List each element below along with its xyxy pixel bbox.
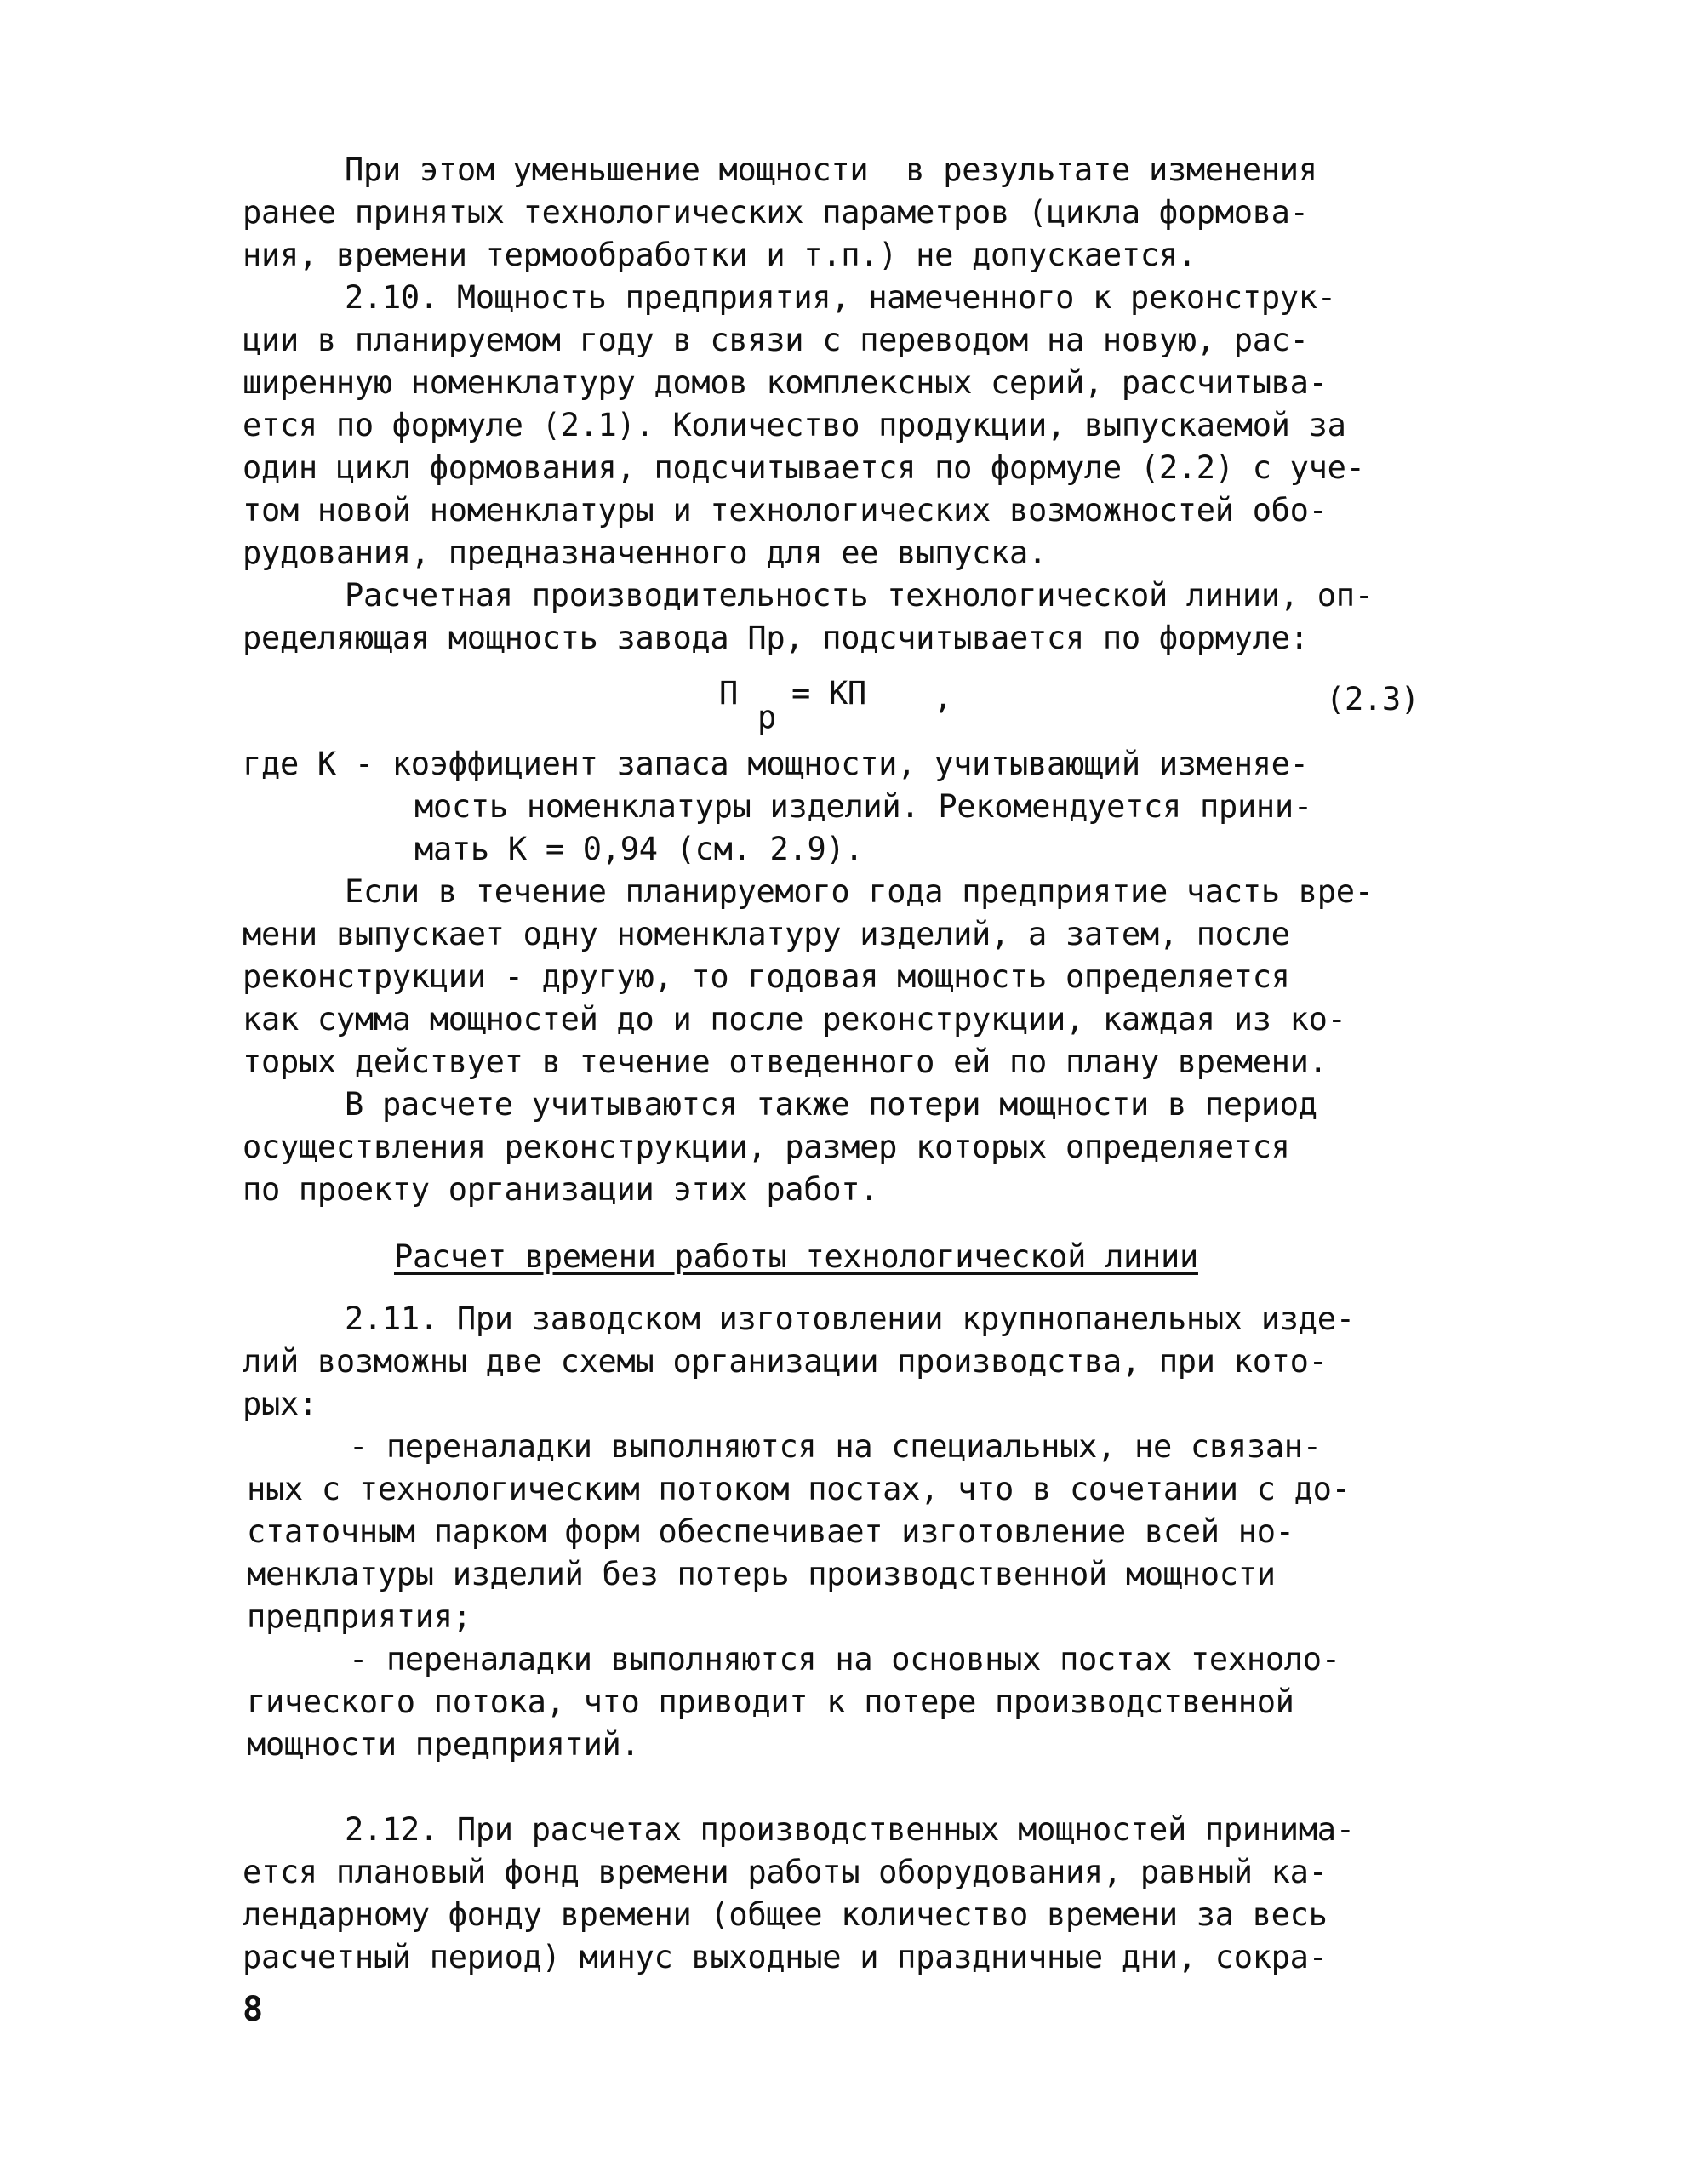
text-line: по проекту организации этих работ. [243,1171,879,1208]
text-line: При этом уменьшение мощности в результате изменения [345,151,1317,188]
formula-comma: , [934,679,952,716]
text-line: 2.10. Мощность предприятия, намеченного к реконструк- [345,279,1336,316]
list-item: - переналадки выполняются на специальных, не связан- [349,1428,1322,1465]
text-line: реконструкции - другую, то годовая мощность определяется [243,958,1290,995]
text-line: В расчете учитываются также потери мощности в период [345,1086,1317,1123]
text-line: ется по формуле (2.1). Количество продукции, выпускаемой за [243,407,1346,443]
text-line: мость номенклатуры изделий. Рекомендуется прини- [414,788,1312,825]
formula-subscript: р [757,699,777,735]
text-line: Если в течение планируемого года предприятие часть вре- [345,873,1374,910]
text-line: том новой номенклатуры и технологических возможностей обо- [243,492,1328,529]
text-line: предприятия; [247,1598,471,1635]
text-line: ных с технологическим потоком постах, что в сочетании с до- [247,1471,1351,1507]
section-heading: Расчет времени работы технологической линии [394,1238,1198,1275]
text-line: рудования, предназначенного для ее выпуска. [243,535,1047,571]
text-line: ется плановый фонд времени работы оборудования, равный ка- [243,1854,1328,1890]
text-line: лий возможны две схемы организации производства, при кото- [243,1343,1328,1380]
text-line: мать К = 0,94 (см. 2.9). [414,831,864,867]
text-line: мощности предприятий. [247,1726,640,1763]
text-line: 2.11. При заводском изготовлении крупнопанельных изде- [345,1301,1355,1337]
page-number: 8 [243,1990,264,2029]
text-line: осуществления реконструкции, размер которых определяется [243,1129,1290,1165]
text-line: менклатуры изделий без потерь производственной мощности [247,1556,1276,1592]
text-line: торых действует в течение отведенного ей по плану времени. [243,1043,1328,1080]
formula-rhs: = КП [791,675,866,712]
list-item: - переналадки выполняются на основных постах техноло- [349,1641,1340,1678]
text-line: расчетный период) минус выходные и праздничные дни, сокра- [243,1939,1328,1975]
formula-lhs: П [719,675,738,712]
text-line: гического потока, что приводит к потере производственной [247,1684,1294,1720]
text-line: лендарному фонду времени (общее количество времени за весь [243,1896,1328,1933]
text-line: ранее принятых технологических параметров (цикла формова- [243,194,1309,231]
text-line: где К - коэффициент запаса мощности, учитывающий изменяе- [243,746,1309,782]
text-line: ширенную номенклатуру домов комплексных серий, рассчитыва- [243,364,1328,401]
text-line: мени выпускает одну номенклатуру изделий, а затем, после [243,916,1290,952]
text-line: рых: [243,1386,317,1422]
text-line: ределяющая мощность завода Пр, подсчитывается по формуле: [243,620,1309,656]
formula-number: (2.3) [1326,681,1420,717]
text-line: Расчетная производительность технологической линии, оп- [345,577,1374,614]
text-line: как сумма мощностей до и после реконструкции, каждая из ко- [243,1001,1346,1038]
text-line: ции в планируемом году в связи с переводом на новую, рас- [243,322,1309,358]
text-line: ния, времени термообработки и т.п.) не допускается. [243,237,1197,273]
text-line: статочным парком форм обеспечивает изготовление всей но- [247,1513,1294,1550]
text-line: один цикл формования, подсчитывается по формуле (2.2) с уче- [243,449,1365,486]
text-line: 2.12. При расчетах производственных мощностей принима- [345,1811,1355,1848]
